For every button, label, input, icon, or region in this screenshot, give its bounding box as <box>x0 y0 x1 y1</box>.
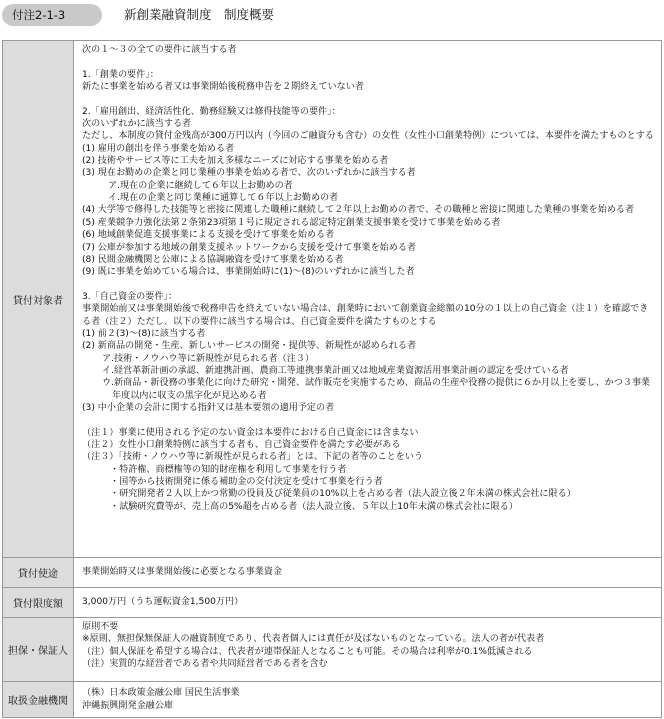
content-institution <box>74 682 662 718</box>
row-target <box>3 41 662 558</box>
label-institution: 取扱金融機関 <box>3 682 74 718</box>
req3-text: 事業開始前又は事業開始後で税務申告を終えていない場合は、創業時において創業資金総額の10分の１以上の自己資金（注１）を確認できる者（注２）ただし、以下の要件に該当する場合は、自己資金要件を満たすものとする <box>82 304 649 327</box>
list-item: (9) 既に事業を始めている場合は、事業開始時に(1)～(8)のいずれかに該当した者 <box>82 267 415 278</box>
label-target: 貸付対象者 <box>3 41 74 558</box>
req2-heading: 2.「雇用創出、経済活性化、勤務経験又は修得技能等の要件」： <box>82 106 341 117</box>
institution-line: 沖縄振興開発金融公庫 <box>82 700 173 711</box>
list-item: (1) 雇用の創出を伴う事業を始める者 <box>82 143 235 154</box>
row-limit <box>3 588 662 618</box>
list-item: (2) 技術やサービス等に工夫を加え多様なニーズに対応する事業を始める者 <box>82 156 389 167</box>
note-line: （注１）事業に使用される予定のない資金は本要件における自己資金には含まない <box>82 427 419 438</box>
guarantee-line: （注）実質的な経営者である者や共同経営者である者を含む <box>82 659 328 670</box>
label-limit: 貸付限度額 <box>3 588 74 618</box>
label-guarantee: 担保・保証人 <box>3 618 74 682</box>
bullet-line: ・試験研究費等が、売上高の5%超を占める者（法人設立後、５年以上10年未満の株式会社に限る） <box>110 501 518 512</box>
list-subitem: イ.経営革新計画の承認、新連携計画、農商工等連携事業計画又は地域産業資源活用事業計画の認定を受けている者 <box>102 365 569 376</box>
list-subitem: ウ.新商品・新役務の事業化に向けた研究・開発、試作販売を実施するため、商品の生産や役務の提供に６か月以上を要し、かつ３事業年度以内に収支の黒字化が見込める者 <box>102 378 651 401</box>
figure-badge: 付注2-1-3 <box>2 4 102 26</box>
bullet-line: ・研究開発者２人以上かつ常勤の役員及び従業員の10%以上を占める者（法人設立後２年未満の株式会社に限る） <box>110 489 576 500</box>
req2-note: ただし、本制度の貸付金残高が300万円以内（今回のご融資分も含む）の女性（女性小口創業特例）については、本要件を満たすものとする <box>82 131 654 142</box>
list-item: (2) 新商品の開発・生産、新しいサービスの開発・提供等、新規性が認められる者 <box>82 341 417 352</box>
intro: 次の１～３の全ての要件に該当する者 <box>82 45 237 55</box>
note-line: （注２）女性小口創業特例に該当する者も、自己資金要件を満たす必要がある <box>82 440 401 450</box>
list-item: (1) 前２(3)～(8)に該当する者 <box>82 328 206 339</box>
content-limit: 3,000万円（うち運転資金1,500万円） <box>74 588 662 618</box>
list-item: (8) 民間金融機関と公庫による協調融資を受けて事業を始める者 <box>82 254 344 265</box>
list-item: (4) 大学等で修得した技能等と密接に関連した職種に継続して２年以上お勤めの者で、その職種と密接に関連した業種の事業を始める者 <box>82 205 635 216</box>
list-item: (6) 地域創業促進支援事業による支援を受けて事業を始める者 <box>82 230 335 241</box>
bullet-line: ・特許権、商標権等の知的財産権を利用して事業を行う者 <box>110 464 347 475</box>
guarantee-line: 原則不要 <box>82 622 119 632</box>
list-subitem: イ.現在の企業と同じ業種に通算して６年以上お勤めの者 <box>108 193 339 204</box>
label-use: 貸付使途 <box>3 558 74 588</box>
institution-line: （株）日本政策金融公庫 国民生活事業 <box>82 688 240 699</box>
req3-heading: 3.「自己資金の要件」： <box>82 291 178 302</box>
list-item: (3) 現在お勤めの企業と同じ業種の事業を始める者で、次のいずれかに該当する者 <box>82 168 416 179</box>
row-guarantee <box>3 618 662 682</box>
list-item: (5) 産業競争力強化法第２条第23項第１号に規定される認定特定創業支援事業を受けて事業を始める者 <box>82 217 501 228</box>
req1-heading: 1.「創業の要件」： <box>82 69 159 80</box>
page-title: 新創業融資制度 制度概要 <box>124 7 275 22</box>
list-subitem: ア.現在の企業に継続して６年以上お勤めの者 <box>108 180 293 191</box>
content-use: 事業開始時又は事業開始後に必要となる事業資金 <box>74 558 662 588</box>
guarantee-line: （注）個人保証を希望する場合は、代表者が連帯保証人となることも可能。その場合は利率が0.1%低減される <box>82 646 533 657</box>
req1-text: 新たに事業を始める者又は事業開始後税務申告を２期終えていない者 <box>82 82 364 93</box>
list-subitem: ア.技術・ノウハウ等に新規性が見られる者（注３） <box>102 353 315 364</box>
summary-table <box>2 40 662 718</box>
bullet-line: ・国等から技術開発に係る補助金の交付決定を受けて事業を行う者 <box>110 477 383 488</box>
row-institution <box>3 682 662 718</box>
note-line: （注３）「技術・ノウハウ等に新規性が見られる者」とは、下記の者等のことをいう <box>82 452 424 463</box>
list-item: (3) 中小企業の会計に関する指針又は基本要領の適用予定の者 <box>82 402 335 413</box>
header <box>2 4 662 26</box>
content-guarantee <box>74 618 662 682</box>
list-item: (7) 公庫が参加する地域の創業支援ネットワークから支援を受けて事業を始める者 <box>82 242 417 253</box>
content-target <box>74 41 662 558</box>
req2-lead: 次のいずれかに該当する者 <box>82 119 192 130</box>
guarantee-line: ※原則、無担保無保証人の融資制度であり、代表者個人には責任が及ばないものとなっている。法人の者が代表者 <box>82 634 545 645</box>
row-use <box>3 558 662 588</box>
